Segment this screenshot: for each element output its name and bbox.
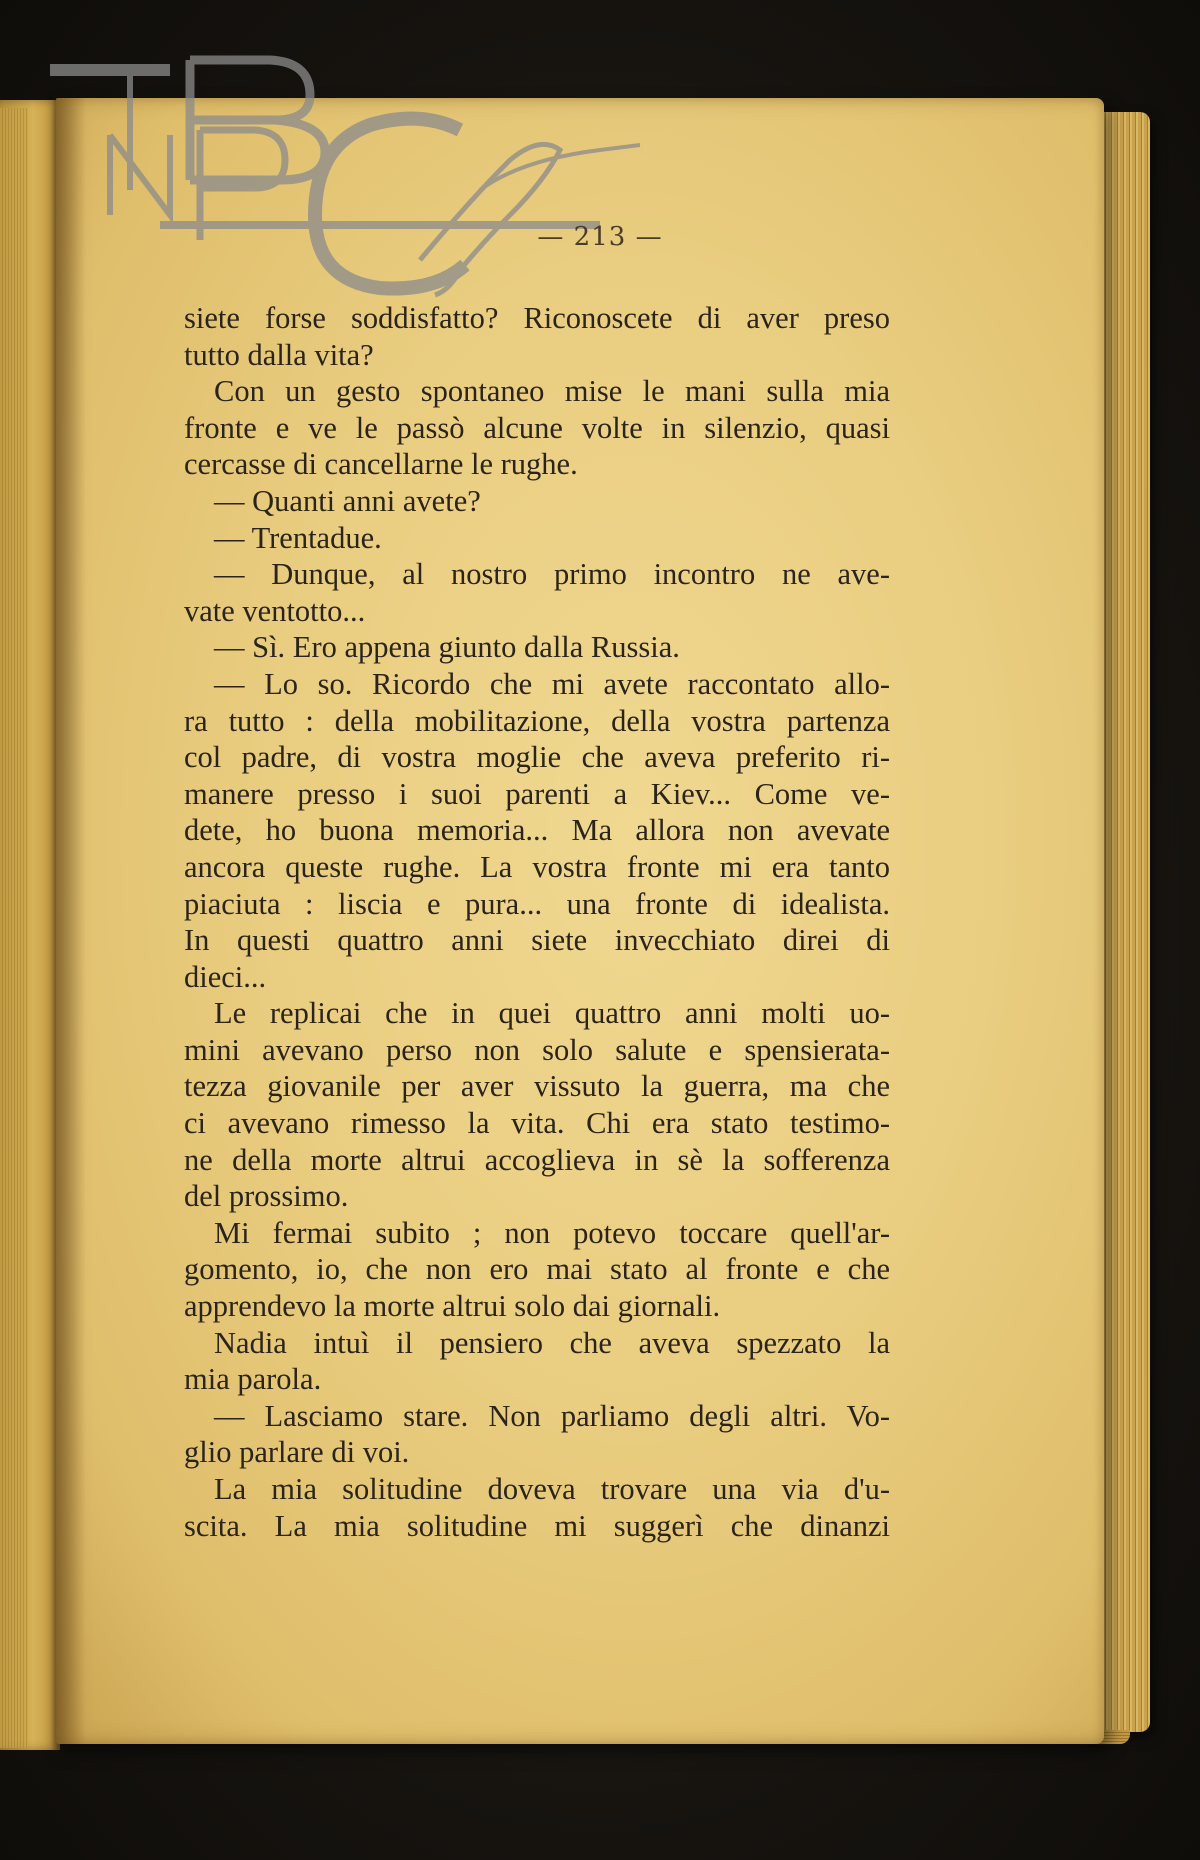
text-line: ne della morte altrui accoglieva in sè la sofferenza: [184, 1142, 890, 1177]
text-line: Mi fermai subito ; non potevo toccare quell'ar-: [214, 1215, 890, 1250]
text-line: mia parola.: [184, 1362, 322, 1397]
text-line: Con un gesto spontaneo mise le mani sulla mia: [214, 374, 890, 409]
text-line: — Trentadue.: [214, 520, 382, 555]
text-line: Le replicai che in quei quattro anni molti uo-: [214, 996, 890, 1031]
text-line: piaciuta : liscia e pura... una fronte di idealista.: [184, 886, 890, 921]
text-line: tutto dalla vita?: [184, 337, 374, 372]
text-line: ra tutto : della mobilitazione, della vostra partenza: [184, 703, 890, 738]
text-line: col padre, di vostra moglie che aveva preferito ri-: [184, 740, 890, 775]
text-line: — Lo so. Ricordo che mi avete raccontato allo-: [214, 666, 890, 701]
page-body-text: [184, 300, 890, 1544]
text-line: vate ventotto...: [184, 593, 366, 628]
text-line: del prossimo.: [184, 1179, 349, 1214]
text-line: In questi quattro anni siete invecchiato direi di: [184, 923, 890, 958]
gutter-shadow: [56, 98, 86, 1744]
text-line: gomento, io, che non ero mai stato al fronte e che: [184, 1252, 890, 1287]
text-line: apprendevo la morte altrui solo dai giornali.: [184, 1289, 721, 1324]
text-line: — Quanti anni avete?: [214, 483, 481, 518]
text-line: ancora queste rughe. La vostra fronte mi era tanto: [184, 849, 890, 884]
text-line: fronte e ve le passò alcune volte in silenzio, quasi: [184, 410, 890, 445]
text-line: dete, ho buona memoria... Ma allora non avevate: [184, 813, 890, 848]
text-line: Nadia intuì il pensiero che aveva spezzato la: [214, 1325, 890, 1360]
page-number: — 213 —: [537, 222, 663, 252]
text-line: cercasse di cancellarne le rughe.: [184, 447, 578, 482]
text-line: — Lasciamo stare. Non parliamo degli altri. Vo-: [214, 1398, 890, 1433]
text-line: — Sì. Ero appena giunto dalla Russia.: [214, 630, 680, 665]
text-line: siete forse soddisfatto? Riconoscete di aver preso: [184, 301, 890, 335]
text-line: — Dunque, al nostro primo incontro ne ave-: [214, 557, 890, 592]
text-line: manere presso i suoi parenti a Kiev... Come ve-: [184, 776, 890, 811]
text-line: glio parlare di voi.: [184, 1435, 410, 1470]
previous-page-stack: [0, 108, 28, 1748]
text-line: dieci...: [184, 959, 267, 994]
text-line: tezza giovanile per aver vissuto la guerra, ma che: [184, 1069, 890, 1104]
text-line: scita. La mia solitudine mi suggerì che dinanzi: [184, 1508, 890, 1543]
text-line: La mia solitudine doveva trovare una via d'u-: [214, 1472, 890, 1506]
text-line: mini avevano perso non solo salute e spensierata-: [184, 1032, 890, 1067]
text-line: ci avevano rimesso la vita. Chi era stato testimo-: [184, 1106, 890, 1141]
